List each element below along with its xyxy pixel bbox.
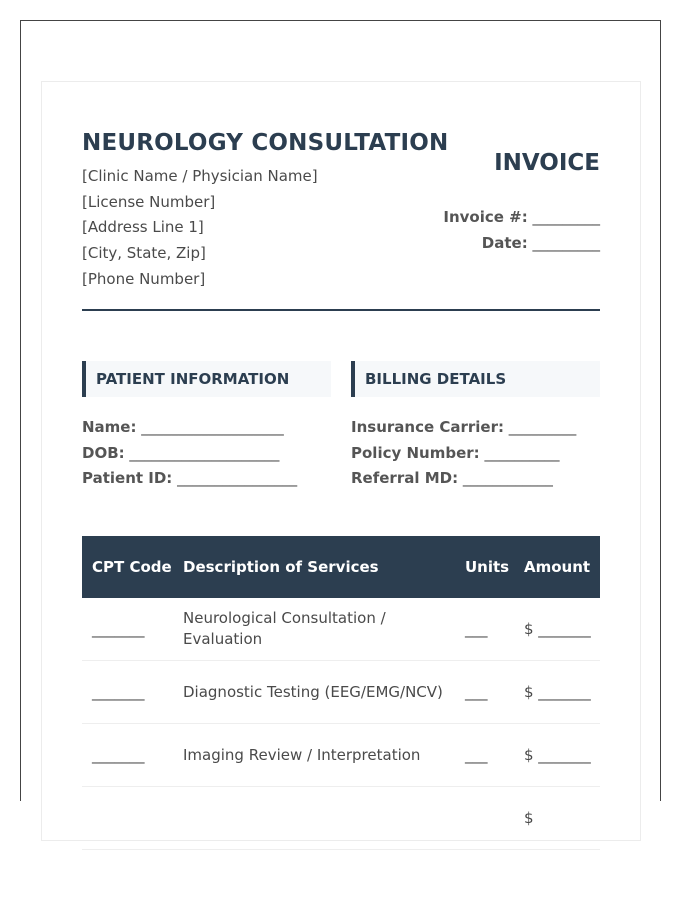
policy-number-label: Policy Number: bbox=[351, 443, 480, 462]
header-row bbox=[82, 536, 600, 598]
units-cell[interactable] bbox=[455, 787, 514, 850]
description-cell: Neurological Consultation / Evaluation bbox=[173, 598, 455, 661]
document-frame bbox=[20, 20, 661, 827]
insurance-carrier-blank[interactable]: _________ bbox=[508, 418, 577, 436]
billing-fields bbox=[351, 415, 576, 492]
clinic-name-line: [Clinic Name / Physician Name] bbox=[82, 167, 318, 185]
policy-number-blank[interactable]: __________ bbox=[484, 443, 560, 462]
license-number-line: [License Number] bbox=[82, 192, 216, 211]
description-header: Description of Services bbox=[173, 536, 455, 598]
description-cell: Imaging Review / Interpretation bbox=[173, 724, 455, 787]
invoice-date-blank[interactable]: _________ bbox=[532, 234, 600, 252]
units-header: Units bbox=[455, 536, 514, 598]
invoice-date-row bbox=[443, 230, 600, 256]
document-title: NEUROLOGY CONSULTATION bbox=[82, 130, 449, 156]
amount-cell[interactable]: $ _______ bbox=[514, 661, 600, 724]
services-table-header bbox=[82, 536, 600, 598]
description-cell bbox=[173, 787, 455, 850]
patient-fields bbox=[82, 415, 297, 492]
cpt-code-cell[interactable]: _______ bbox=[82, 598, 173, 661]
insurance-carrier-row bbox=[351, 415, 576, 441]
address-line: [Address Line 1] bbox=[82, 218, 204, 237]
cpt-code-cell[interactable]: _______ bbox=[82, 724, 173, 787]
header-divider bbox=[82, 309, 600, 311]
amount-header: Amount bbox=[514, 536, 600, 598]
referral-md-label: Referral MD: bbox=[351, 469, 459, 488]
services-table bbox=[82, 536, 600, 850]
units-cell[interactable]: ___ bbox=[455, 598, 514, 661]
referral-md-blank[interactable]: ____________ bbox=[462, 469, 553, 488]
insurance-carrier-label: Insurance Carrier: bbox=[351, 418, 504, 436]
clinic-info bbox=[82, 164, 318, 293]
patient-id-row bbox=[82, 466, 297, 492]
patient-information-heading: PATIENT INFORMATION bbox=[82, 361, 331, 397]
invoice-date-label: Date: bbox=[481, 234, 528, 252]
phone-number-line: [Phone Number] bbox=[82, 269, 206, 288]
patient-dob-row bbox=[82, 441, 297, 467]
invoice-number-blank[interactable]: _________ bbox=[532, 208, 600, 226]
invoice-heading: INVOICE bbox=[494, 150, 600, 176]
units-cell[interactable]: ___ bbox=[455, 661, 514, 724]
patient-name-label: Name: bbox=[82, 418, 137, 436]
table-row bbox=[82, 661, 600, 724]
invoice-meta bbox=[443, 204, 600, 256]
invoice-sheet bbox=[41, 81, 641, 841]
description-cell: Diagnostic Testing (EEG/EMG/NCV) bbox=[173, 661, 455, 724]
invoice-number-row bbox=[443, 204, 600, 230]
patient-id-blank[interactable]: ________________ bbox=[177, 469, 298, 488]
patient-dob-blank[interactable]: ____________________ bbox=[129, 443, 280, 462]
table-row bbox=[82, 598, 600, 661]
table-row bbox=[82, 724, 600, 787]
patient-name-blank[interactable]: ___________________ bbox=[141, 418, 284, 436]
amount-cell[interactable]: $ bbox=[514, 787, 600, 850]
cpt-code-cell[interactable]: _______ bbox=[82, 661, 173, 724]
patient-dob-label: DOB: bbox=[82, 443, 125, 462]
policy-number-row bbox=[351, 441, 576, 467]
patient-name-row bbox=[82, 415, 297, 441]
cpt-code-cell[interactable] bbox=[82, 787, 173, 850]
amount-cell[interactable]: $ _______ bbox=[514, 724, 600, 787]
cpt-code-header: CPT Code bbox=[82, 536, 173, 598]
city-state-zip-line: [City, State, Zip] bbox=[82, 244, 206, 263]
invoice-number-label: Invoice #: bbox=[443, 208, 528, 226]
billing-details-heading: BILLING DETAILS bbox=[351, 361, 600, 397]
table-row bbox=[82, 787, 600, 850]
referral-md-row bbox=[351, 466, 576, 492]
amount-cell[interactable]: $ _______ bbox=[514, 598, 600, 661]
patient-id-label: Patient ID: bbox=[82, 469, 173, 488]
units-cell[interactable]: ___ bbox=[455, 724, 514, 787]
